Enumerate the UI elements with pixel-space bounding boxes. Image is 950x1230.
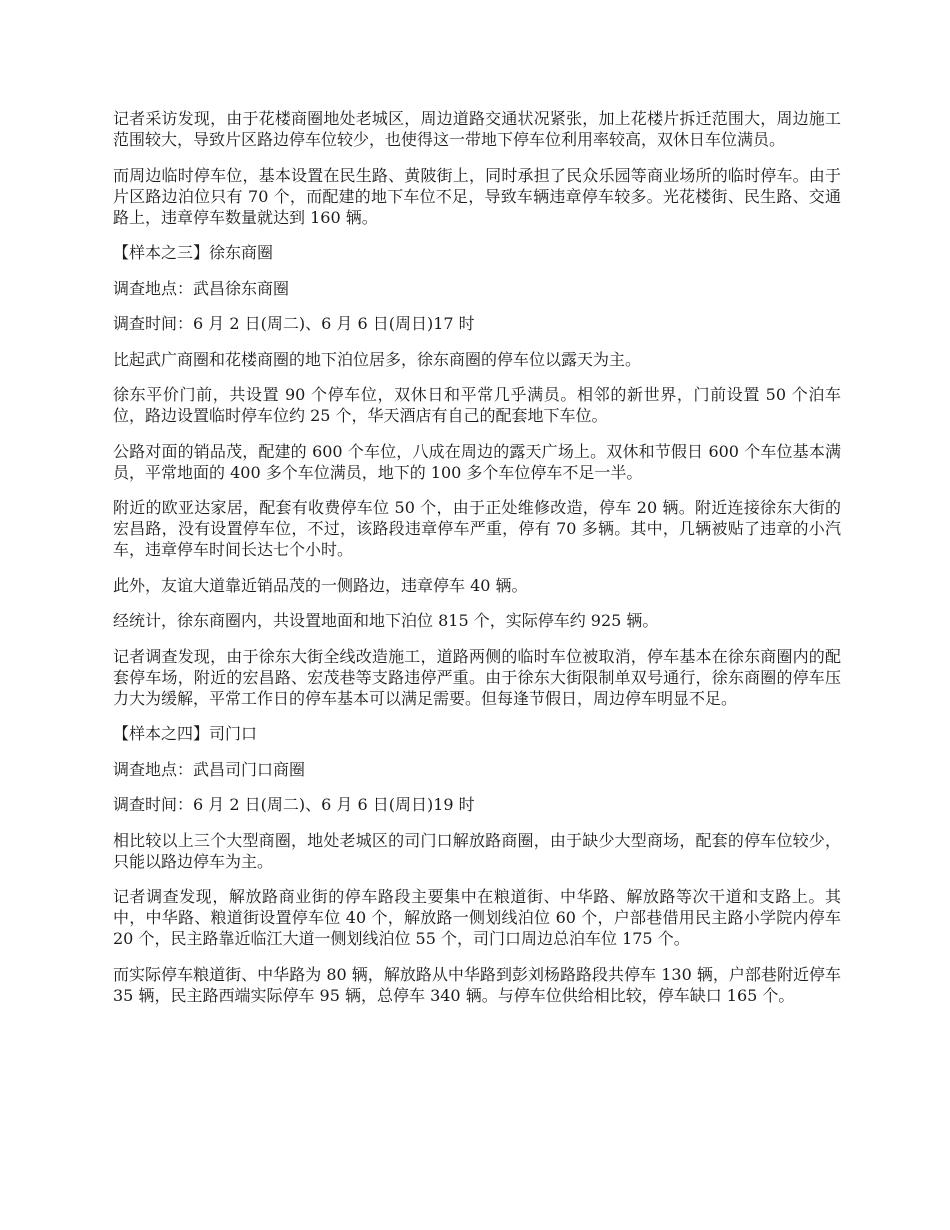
paragraph-xudong-xiaopinmao: 公路对面的销品茂，配建的 600 个车位，八成在周边的露天广场上。双休和节假日 600 个车位基本满员，平常地面的 400 多个车位满员，地下的 100 多个车位停车不足一半。	[113, 441, 841, 482]
section-heading-sample-4: 【样本之四】司门口	[113, 724, 258, 743]
paragraph-xudong-statistics: 经统计，徐东商圈内，共设置地面和地下泊位 815 个，实际停车约 925 辆。	[113, 611, 659, 630]
paragraph-simenkou-actual-parking: 而实际停车粮道街、中华路为 80 辆，解放路从中华路到彭刘杨路路段共停车 130 辆，户部巷附近停车 35 辆，民主路西端实际停车 95 辆，总停车 340 辆。与停车位供给相比较，停车缺口 165 个。	[113, 964, 841, 1005]
paragraph-xudong-pingjia: 徐东平价门前，共设置 90 个停车位，双休日和平常几乎满员。相邻的新世界，门前设置 50 个泊车位，路边设置临时停车位约 25 个，华天酒店有自己的配套地下车位。	[113, 385, 841, 425]
paragraph-xudong-ouyada: 附近的欧亚达家居，配套有收费停车位 50 个，由于正处维修改造，停车 20 辆。附近连接徐东大街的宏昌路，没有设置停车位，不过，该路段违章停车严重，停有 70 多辆。其中，几辆被贴了违章的小汽车，违章停车时间长达七个小时。	[113, 498, 841, 559]
document-page	[113, 108, 841, 1020]
paragraph-xudong-youyi: 此外，友谊大道靠近销品茂的一侧路边，违章停车 40 辆。	[113, 575, 528, 595]
paragraph-simenkou-findings: 记者调查发现，解放路商业街的停车路段主要集中在粮道街、中华路、解放路等次干道和支路上。其中，中华路、粮道街设置停车位 40 个，解放路一侧划线泊位 60 个，户部巷借用民主路小学院内停车 20 个，民主路靠近临江大道一侧划线泊位 55 个，司门口周边总泊车位 175 个。	[113, 887, 841, 948]
paragraph-simenkou-overview: 相比较以上三个大型商圈，地处老城区的司门口解放路商圈，由于缺少大型商场，配套的停车位较少，只能以路边停车为主。	[113, 830, 841, 871]
paragraph-huaxu-parking-findings: 记者采访发现，由于花楼商圈地处老城区，周边道路交通状况紧张，加上花楼片拆迁范围大，周边施工范围较大，导致片区路边停车位较少，也使得这一带地下停车位利用率较高，双休日车位满员。	[113, 109, 841, 149]
survey-location-simenkou: 调查地点：武昌司门口商圈	[113, 759, 306, 779]
paragraph-huaxu-temporary-parking: 而周边临时停车位，基本设置在民生路、黄陂街上，同时承担了民众乐园等商业场所的临时停车。由于片区路边泊位只有 70 个，而配建的地下车位不足，导致车辆违章停车较多。光花楼街、民生路、交通路上，违章停车数量就达到 160 辆。	[113, 165, 841, 227]
survey-location-xudong: 调查地点：武昌徐东商圈	[113, 278, 290, 298]
survey-time-simenkou: 调查时间：6 月 2 日(周二)、6 月 6 日(周日)19 时	[113, 795, 475, 814]
paragraph-xudong-findings: 记者调查发现，由于徐东大街全线改造施工，道路两侧的临时车位被取消，停车基本在徐东商圈内的配套停车场，附近的宏昌路、宏茂巷等支路违停严重。由于徐东大街限制单双号通行，徐东商圈的停车压力大为缓解，平常工作日的停车基本可以满足需要。但每逢节假日，周边停车明显不足。	[113, 646, 841, 708]
paragraph-xudong-overview: 比起武广商圈和花楼商圈的地下泊位居多，徐东商圈的停车位以露天为主。	[113, 349, 642, 369]
section-heading-sample-3: 【样本之三】徐东商圈	[113, 243, 274, 262]
survey-time-xudong: 调查时间：6 月 2 日(周二)、6 月 6 日(周日)17 时	[113, 314, 475, 333]
